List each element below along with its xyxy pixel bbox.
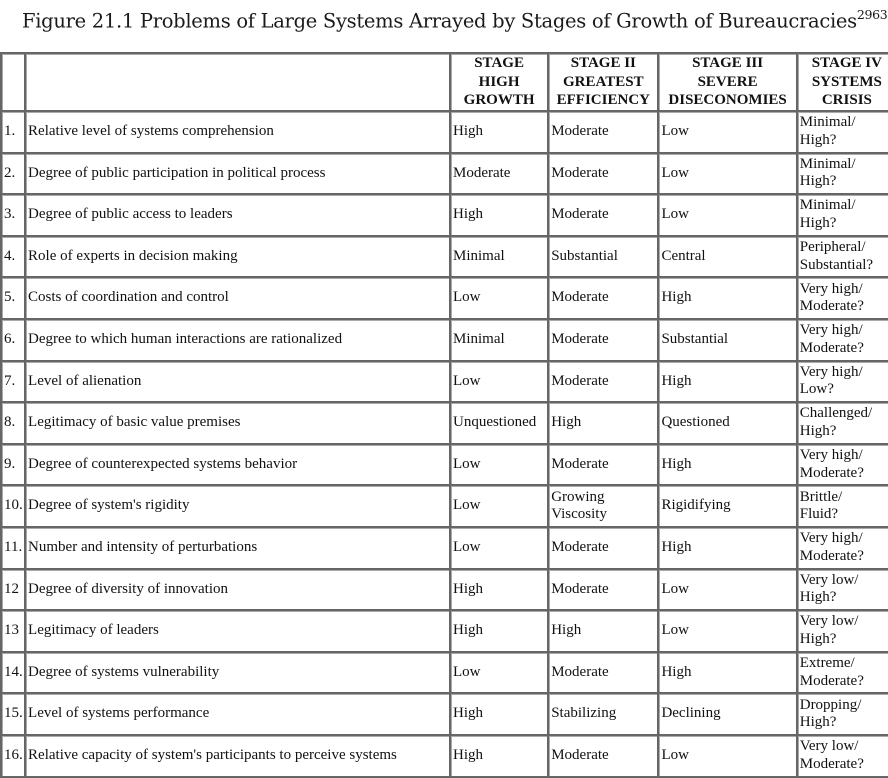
stage-3-value: Low — [659, 736, 797, 778]
stage-3-value: Low — [659, 611, 797, 653]
stage-4-line1: Brittle/ — [799, 488, 843, 505]
table-row — [2, 570, 888, 612]
table-row — [2, 320, 888, 362]
stage-4-line2: High? — [799, 422, 837, 439]
table-body — [2, 112, 888, 778]
stage-4-line2: Substantial? — [799, 256, 874, 273]
table-row — [2, 278, 888, 320]
stage-2-value: Moderate — [549, 320, 659, 362]
stage-3-value: Questioned — [659, 403, 797, 445]
stage-2-value: Moderate — [549, 195, 659, 237]
row-number: 10. — [2, 486, 26, 528]
stage-1-line3: GROWTH — [463, 92, 535, 109]
header-row — [2, 54, 888, 112]
stage-1-value: Unquestioned — [451, 403, 549, 445]
stage-4-value — [798, 320, 888, 362]
stage-2-value: Moderate — [549, 736, 659, 778]
stage-4-line1: Challenged/ — [799, 405, 873, 422]
stage-4-value — [798, 403, 888, 445]
stage-4-value — [798, 486, 888, 528]
stage-2-line1: Growing — [551, 488, 605, 505]
stage-4-line1: Very high/ — [799, 530, 863, 547]
table-row — [2, 611, 888, 653]
stage-4-line3: CRISIS — [821, 92, 872, 109]
stage-4-line2: High? — [799, 630, 837, 647]
stage-3-line1: STAGE III — [692, 55, 764, 72]
stage-1-value: High — [451, 112, 549, 154]
row-number: 2. — [2, 154, 26, 196]
table-row — [2, 528, 888, 570]
stage-1-value: Low — [451, 362, 549, 404]
stage-2-value: High — [549, 403, 659, 445]
stage-3-line3: DISECONOMIES — [668, 92, 787, 109]
stage-3-value: High — [659, 528, 797, 570]
stage-4-line2: Moderate? — [799, 339, 864, 356]
row-number: 8. — [2, 403, 26, 445]
stage-4-line1: Very low/ — [799, 738, 859, 755]
stage-4-value — [798, 195, 888, 237]
row-description: Level of alienation — [26, 362, 451, 404]
stage-4-line1: STAGE IV — [811, 55, 882, 72]
stage-4-line1: Minimal/ — [799, 155, 856, 172]
stage-2-value: Stabilizing — [549, 694, 659, 736]
row-number: 11. — [2, 528, 26, 570]
stage-1-value: High — [451, 611, 549, 653]
row-number: 12 — [2, 570, 26, 612]
stage-1-value: High — [451, 195, 549, 237]
stage-1-value: Low — [451, 528, 549, 570]
stage-1-value: High — [451, 694, 549, 736]
stage-2-value: Substantial — [549, 237, 659, 279]
stage-2-value — [549, 486, 659, 528]
stage-1-value: Low — [451, 486, 549, 528]
stage-4-line1: Very high/ — [799, 322, 863, 339]
row-description: Degree of diversity of innovation — [26, 570, 451, 612]
stage-3-value: Central — [659, 237, 797, 279]
stage-4-value — [798, 611, 888, 653]
stage-2-line2: Viscosity — [551, 506, 607, 523]
table-row — [2, 653, 888, 695]
stage-4-line2: Moderate? — [799, 672, 864, 689]
table-row — [2, 154, 888, 196]
stage-4-line1: Very high/ — [799, 280, 863, 297]
stage-4-line1: Extreme/ — [799, 655, 855, 672]
stage-1-value: Low — [451, 653, 549, 695]
stage-4-line2: Moderate? — [799, 464, 864, 481]
stage-1-value: Minimal — [451, 237, 549, 279]
row-description: Costs of coordination and control — [26, 278, 451, 320]
table-row — [2, 694, 888, 736]
row-number: 1. — [2, 112, 26, 154]
stages-table — [0, 52, 888, 778]
stage-4-value — [798, 112, 888, 154]
stage-2-value: Moderate — [549, 445, 659, 487]
stage-4-line2: High? — [799, 131, 837, 148]
stage-4-line1: Minimal/ — [799, 197, 856, 214]
stage-3-value: High — [659, 445, 797, 487]
table-row — [2, 112, 888, 154]
stage-2-value: Moderate — [549, 154, 659, 196]
stage-3-value: Substantial — [659, 320, 797, 362]
header-stage-3 — [659, 54, 797, 112]
stage-4-line2: Low? — [799, 381, 834, 398]
stage-4-line1: Minimal/ — [799, 114, 856, 131]
stage-4-value — [798, 653, 888, 695]
table-row — [2, 445, 888, 487]
figure-title — [22, 8, 887, 33]
stage-4-value — [798, 278, 888, 320]
stage-4-value — [798, 237, 888, 279]
table-row — [2, 403, 888, 445]
stage-1-value: Moderate — [451, 154, 549, 196]
stage-2-line2: GREATEST — [563, 73, 644, 90]
stage-3-value: Low — [659, 195, 797, 237]
header-stage-2 — [549, 54, 659, 112]
stage-4-value — [798, 736, 888, 778]
row-description: Role of experts in decision making — [26, 237, 451, 279]
stage-3-value: Declining — [659, 694, 797, 736]
header-stage-4 — [798, 54, 888, 112]
row-description: Degree to which human interactions are rationalized — [26, 320, 451, 362]
stage-4-line2: High? — [799, 589, 837, 606]
stage-4-line1: Very high/ — [799, 363, 863, 380]
stage-4-line1: Very low/ — [799, 613, 859, 630]
stage-3-value: High — [659, 653, 797, 695]
stage-4-value — [798, 570, 888, 612]
stage-2-line3: EFFICIENCY — [556, 92, 650, 109]
row-number: 16. — [2, 736, 26, 778]
stage-2-value: Moderate — [549, 112, 659, 154]
stage-4-line2: Moderate? — [799, 298, 864, 315]
row-description: Degree of system's rigidity — [26, 486, 451, 528]
row-description: Level of systems performance — [26, 694, 451, 736]
table-row — [2, 736, 888, 778]
header-description — [26, 54, 451, 112]
row-number: 5. — [2, 278, 26, 320]
stage-1-value: High — [451, 736, 549, 778]
table-row — [2, 195, 888, 237]
stage-1-value: High — [451, 570, 549, 612]
table-row — [2, 486, 888, 528]
row-number: 9. — [2, 445, 26, 487]
stage-3-line2: SEVERE — [697, 73, 758, 90]
stage-4-line2: High? — [799, 214, 837, 231]
stage-4-value — [798, 528, 888, 570]
stage-2-value: Moderate — [549, 528, 659, 570]
stage-1-value: Minimal — [451, 320, 549, 362]
stage-3-value: High — [659, 278, 797, 320]
stage-1-value: Low — [451, 278, 549, 320]
stage-4-line2: High? — [799, 714, 837, 731]
stage-2-value: High — [549, 611, 659, 653]
row-description: Degree of public access to leaders — [26, 195, 451, 237]
stage-2-value: Moderate — [549, 278, 659, 320]
row-description: Degree of systems vulnerability — [26, 653, 451, 695]
row-description: Degree of public participation in political process — [26, 154, 451, 196]
row-description: Legitimacy of leaders — [26, 611, 451, 653]
figure-title-text: Figure 21.1 Problems of Large Systems Arrayed by Stages of Growth of Bureaucracies — [22, 9, 857, 33]
row-number: 4. — [2, 237, 26, 279]
row-number: 15. — [2, 694, 26, 736]
stage-4-value — [798, 694, 888, 736]
stage-3-value: Low — [659, 154, 797, 196]
stage-4-value — [798, 362, 888, 404]
row-number: 14. — [2, 653, 26, 695]
footnote-reference: 2963 — [856, 7, 888, 22]
stage-3-value: High — [659, 362, 797, 404]
stage-4-line1: Peripheral/ — [799, 239, 866, 256]
row-number: 3. — [2, 195, 26, 237]
stage-4-line2: Moderate? — [799, 547, 864, 564]
stage-4-line1: Very low/ — [799, 571, 859, 588]
row-number: 13 — [2, 611, 26, 653]
stage-2-value: Moderate — [549, 653, 659, 695]
row-description: Number and intensity of perturbations — [26, 528, 451, 570]
stage-1-line1: STAGE — [474, 55, 524, 72]
stage-3-value: Rigidifying — [659, 486, 797, 528]
stage-4-line2: Fluid? — [799, 506, 839, 523]
header-stage-1 — [451, 54, 549, 112]
stage-3-value: Low — [659, 570, 797, 612]
stage-2-line1: STAGE II — [570, 55, 636, 72]
stage-4-line1: Very high/ — [799, 447, 863, 464]
row-description: Relative capacity of system's participants to perceive systems — [26, 736, 451, 778]
stage-2-value: Moderate — [549, 362, 659, 404]
row-number: 7. — [2, 362, 26, 404]
stage-1-line2: HIGH — [478, 73, 520, 90]
row-description: Degree of counterexpected systems behavior — [26, 445, 451, 487]
row-description: Legitimacy of basic value premises — [26, 403, 451, 445]
row-number: 6. — [2, 320, 26, 362]
stage-4-line1: Dropping/ — [799, 696, 862, 713]
stage-1-value: Low — [451, 445, 549, 487]
stage-4-value — [798, 445, 888, 487]
table-row — [2, 237, 888, 279]
table-row — [2, 362, 888, 404]
stage-4-line2: High? — [799, 173, 837, 190]
row-description: Relative level of systems comprehension — [26, 112, 451, 154]
header-num — [2, 54, 26, 112]
stage-4-value — [798, 154, 888, 196]
stage-4-line2: SYSTEMS — [811, 73, 882, 90]
stage-3-value: Low — [659, 112, 797, 154]
stage-4-line2: Moderate? — [799, 755, 864, 772]
stage-2-value: Moderate — [549, 570, 659, 612]
